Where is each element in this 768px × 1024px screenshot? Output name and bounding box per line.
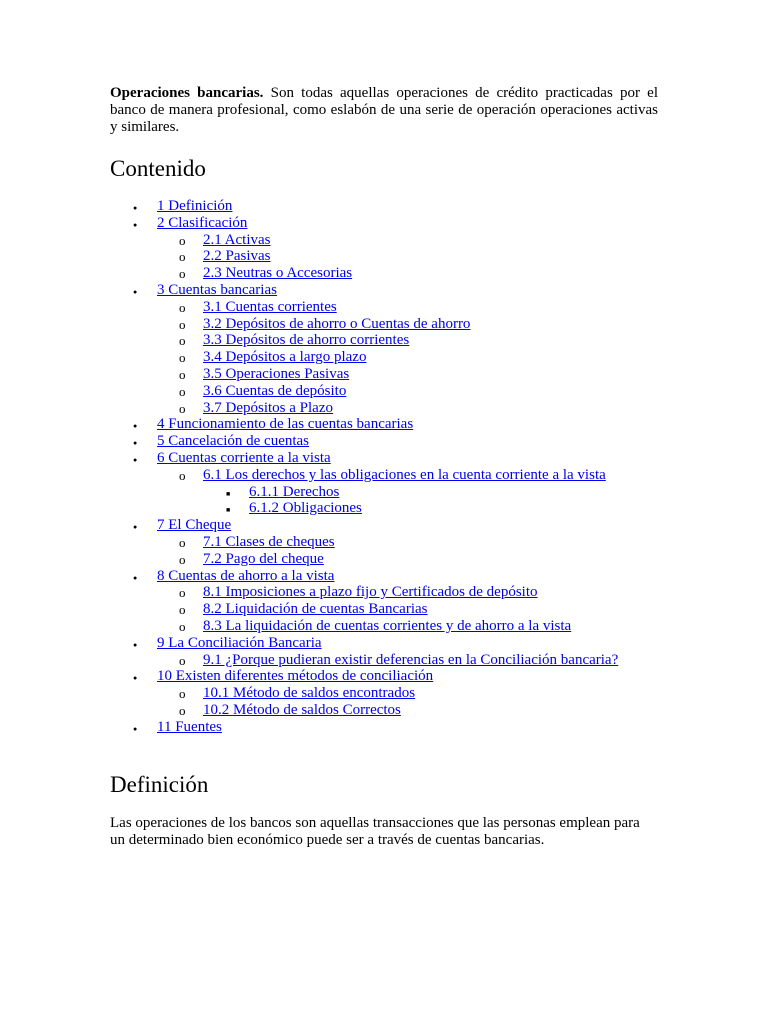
toc-link[interactable]: 8.2 Liquidación de cuentas Bancarias: [203, 601, 428, 618]
toc-link[interactable]: 10 Existen diferentes métodos de conciliación: [157, 668, 434, 685]
intro-text: Son todas aquellas operaciones de crédito practicadas por el banco de manera profesional, como eslabón de una serie de operación operaciones activas y similares.: [110, 85, 658, 135]
toc-link[interactable]: 3.2 Depósitos de ahorro o Cuentas de ahorro: [203, 315, 471, 332]
toc-link[interactable]: 2.2 Pasivas: [203, 248, 271, 265]
toc-link[interactable]: 5 Cancelación de cuentas: [157, 433, 310, 450]
bullet-disc-icon: [133, 517, 137, 536]
toc-link[interactable]: 1 Definición: [157, 198, 233, 214]
toc-link[interactable]: 3.5 Operaciones Pasivas: [203, 366, 350, 382]
toc-link[interactable]: 8.1 Imposiciones a plazo fijo y Certificados de depósito: [203, 584, 538, 601]
bullet-disc-icon: [133, 568, 137, 587]
toc-link[interactable]: 10.1 Método de saldos encontrados: [203, 685, 416, 702]
bullet-circle-icon: [179, 349, 186, 367]
toc-link[interactable]: 8.3 La liquidación de cuentas corrientes y de ahorro a la vista: [203, 618, 572, 634]
intro-paragraph: [110, 85, 658, 136]
toc-link[interactable]: 2.1 Activas: [203, 231, 271, 248]
definition-paragraph: Las operaciones de los bancos son aquellas transacciones que las personas emplean para un determinado bien económico puede ser a través de cuentas bancarias.: [110, 815, 640, 848]
bullet-disc-icon: [133, 450, 137, 469]
bullet-circle-icon: [179, 400, 186, 418]
bullet-disc-icon: [133, 635, 137, 654]
toc-link[interactable]: 3.4 Depósitos a largo plazo: [203, 349, 367, 366]
bullet-circle-icon: [179, 702, 186, 720]
bullet-circle-icon: [179, 265, 186, 283]
toc-link[interactable]: 6 Cuentas corriente a la vista: [157, 450, 331, 466]
toc-link[interactable]: 4 Funcionamiento de las cuentas bancarias: [157, 416, 414, 433]
bullet-circle-icon: [179, 332, 186, 350]
bullet-circle-icon: [179, 299, 186, 317]
bullet-circle-icon: [179, 383, 186, 401]
definition-heading: Definición: [110, 772, 209, 797]
bullet-circle-icon: [179, 618, 186, 636]
bullet-circle-icon: [179, 685, 186, 703]
bullet-circle-icon: [179, 316, 186, 334]
toc-link[interactable]: 11 Fuentes: [157, 718, 222, 735]
bullet-disc-icon: [133, 719, 137, 738]
bullet-disc-icon: [133, 215, 137, 234]
toc-link[interactable]: 9.1 ¿Porque pudieran existir deferencias en la Conciliación bancaria?: [203, 651, 619, 668]
toc-link[interactable]: 6.1.1 Derechos: [249, 483, 340, 500]
bullet-circle-icon: [179, 584, 186, 602]
toc-link[interactable]: 9 La Conciliación Bancaria: [157, 634, 322, 651]
toc-link[interactable]: 3.7 Depósitos a Plazo: [203, 399, 333, 416]
bullet-circle-icon: [179, 232, 186, 250]
toc-link[interactable]: 3.6 Cuentas de depósito: [203, 382, 347, 399]
toc-link[interactable]: 3 Cuentas bancarias: [157, 282, 277, 298]
toc-link[interactable]: 7.1 Clases de cheques: [203, 534, 335, 550]
bullet-disc-icon: [133, 282, 137, 301]
toc-link[interactable]: 2.3 Neutras o Accesorias: [203, 265, 353, 282]
toc-link[interactable]: 6.1 Los derechos y las obligaciones en la cuenta corriente a la vista: [203, 466, 606, 483]
toc-link[interactable]: 3.1 Cuentas corrientes: [203, 298, 337, 315]
toc-link[interactable]: 7 El Cheque: [157, 517, 232, 534]
bullet-circle-icon: [179, 534, 186, 552]
toc-link[interactable]: 3.3 Depósitos de ahorro corrientes: [203, 332, 410, 349]
toc-link[interactable]: 2 Clasificación: [157, 214, 248, 231]
toc-link[interactable]: 6.1.2 Obligaciones: [249, 500, 362, 517]
bullet-circle-icon: [179, 467, 186, 485]
toc-link[interactable]: 7.2 Pago del cheque: [203, 550, 324, 567]
bullet-circle-icon: [179, 248, 186, 266]
bullet-circle-icon: [179, 366, 186, 384]
toc-link[interactable]: 8 Cuentas de ahorro a la vista: [157, 567, 335, 584]
bullet-circle-icon: [179, 652, 186, 670]
bullet-disc-icon: [133, 668, 137, 687]
contents-heading: Contenido: [110, 156, 206, 181]
intro-term: Operaciones bancarias.: [110, 85, 264, 101]
bullet-circle-icon: [179, 551, 186, 569]
toc-link[interactable]: 10.2 Método de saldos Correctos: [203, 702, 401, 718]
bullet-circle-icon: [179, 601, 186, 619]
